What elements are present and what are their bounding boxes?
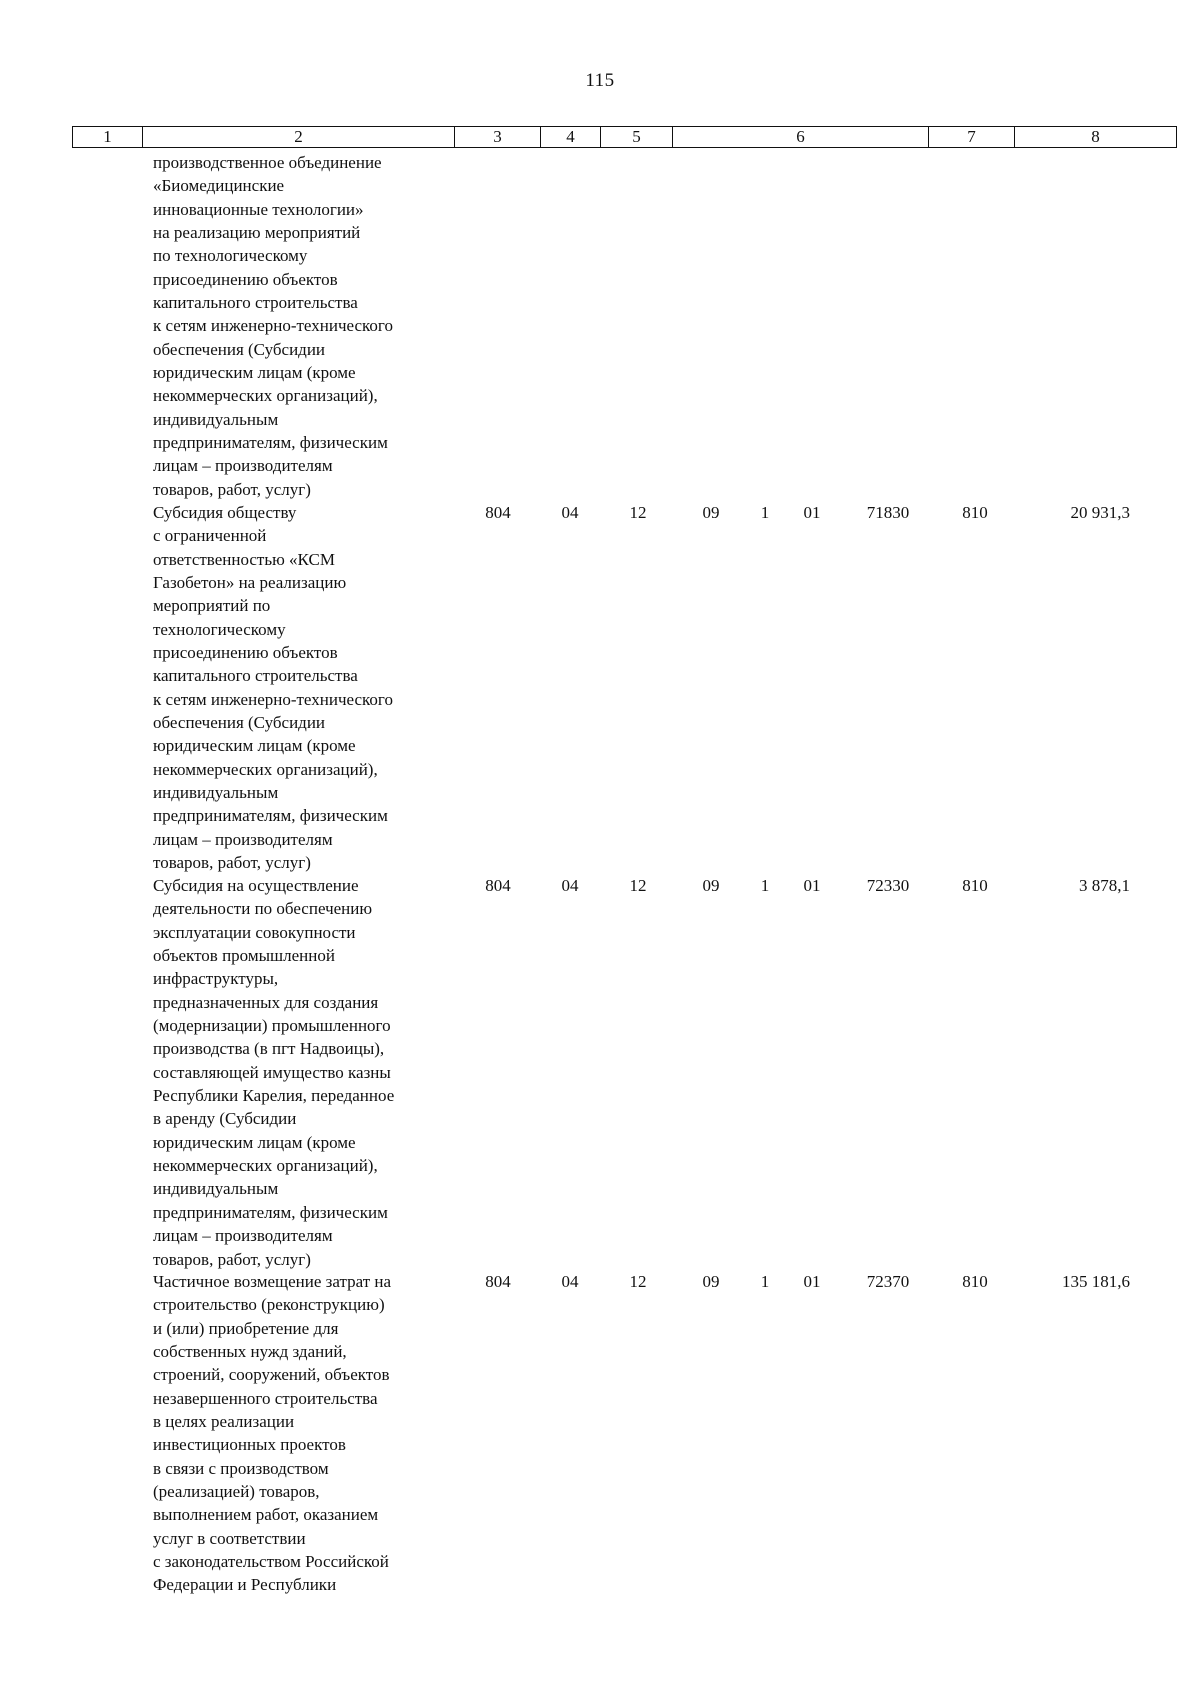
row-description: Частичное возмещение затрат на строительство (реконструкцию) и (или) приобретение для собственных нужд зданий, строений, сооружений, объектов незавершенного строительства в целях реализации инвестиционных проектов в связи с производством (реализацией) товаров, выполнением работ, оказанием услуг в соответствии с законодательством Российской Федерации и Республики	[153, 1272, 392, 1595]
subprogram-code: 1	[760, 503, 770, 522]
direction-code: 71830	[866, 503, 910, 522]
program-code: 09	[702, 876, 720, 895]
subprogram-code: 1	[760, 1272, 770, 1291]
row-description: Субсидия обществу с ограниченной ответственностью «КСМ Газобетон» на реализацию мероприятий по технологическому присоединению объектов капитального строительства к сетям инженерно-технического обеспечения (Субсидии юридическим лицам (кроме некоммерческих организаций), индивидуальным предпринимателям, физическим лицам – производителям товаров, работ, услуг)	[153, 503, 393, 873]
section-code: 04	[561, 503, 579, 522]
ministry-code: 804	[485, 876, 511, 895]
amount: 20 931,3	[1070, 503, 1130, 522]
column-number: 1	[73, 127, 143, 148]
column-number: 5	[601, 127, 673, 148]
amount: 135 181,6	[1062, 1272, 1130, 1291]
event-code: 01	[803, 876, 821, 895]
program-code: 09	[702, 503, 720, 522]
event-code: 01	[803, 1272, 821, 1291]
row-description: производственное объединение «Биомедицинские инновационные технологии» на реализацию мероприятий по технологическому присоединению объектов капитального строительства к сетям инженерно-технического обеспечения (Субсидии юридическим лицам (кроме некоммерческих организаций), индивидуальным предпринимателям, физическим лицам – производителям товаров, работ, услуг)	[153, 153, 393, 499]
program-code: 09	[702, 1272, 720, 1291]
subsection-code: 12	[629, 876, 647, 895]
column-number: 2	[143, 127, 455, 148]
page-number: 115	[585, 70, 615, 91]
direction-code: 72370	[866, 1272, 910, 1291]
row-description: Субсидия на осуществление деятельности по обеспечению эксплуатации совокупности объектов промышленной инфраструктуры, предназначенных для создания (модернизации) промышленного производства (в пгт Надвоицы), составляющей имущество казны Республики Карелия, переданное в аренду (Субсидии юридическим лицам (кроме некоммерческих организаций), индивидуальным предпринимателям, физическим лицам – производителям товаров, работ, услуг)	[153, 876, 395, 1269]
event-code: 01	[803, 503, 821, 522]
column-number-row	[73, 127, 1177, 148]
section-code: 04	[561, 876, 579, 895]
column-number: 3	[455, 127, 541, 148]
expense-type-code: 810	[962, 503, 988, 522]
subsection-code: 12	[629, 503, 647, 522]
subsection-code: 12	[629, 1272, 647, 1291]
ministry-code: 804	[485, 503, 511, 522]
subprogram-code: 1	[760, 876, 770, 895]
column-number: 4	[541, 127, 601, 148]
column-number: 8	[1015, 127, 1177, 148]
column-number: 6	[673, 127, 929, 148]
column-number: 7	[929, 127, 1015, 148]
expense-type-code: 810	[962, 876, 988, 895]
ministry-code: 804	[485, 1272, 511, 1291]
column-header-table	[72, 126, 1177, 148]
expense-type-code: 810	[962, 1272, 988, 1291]
direction-code: 72330	[866, 876, 910, 895]
section-code: 04	[561, 1272, 579, 1291]
amount: 3 878,1	[1079, 876, 1130, 895]
